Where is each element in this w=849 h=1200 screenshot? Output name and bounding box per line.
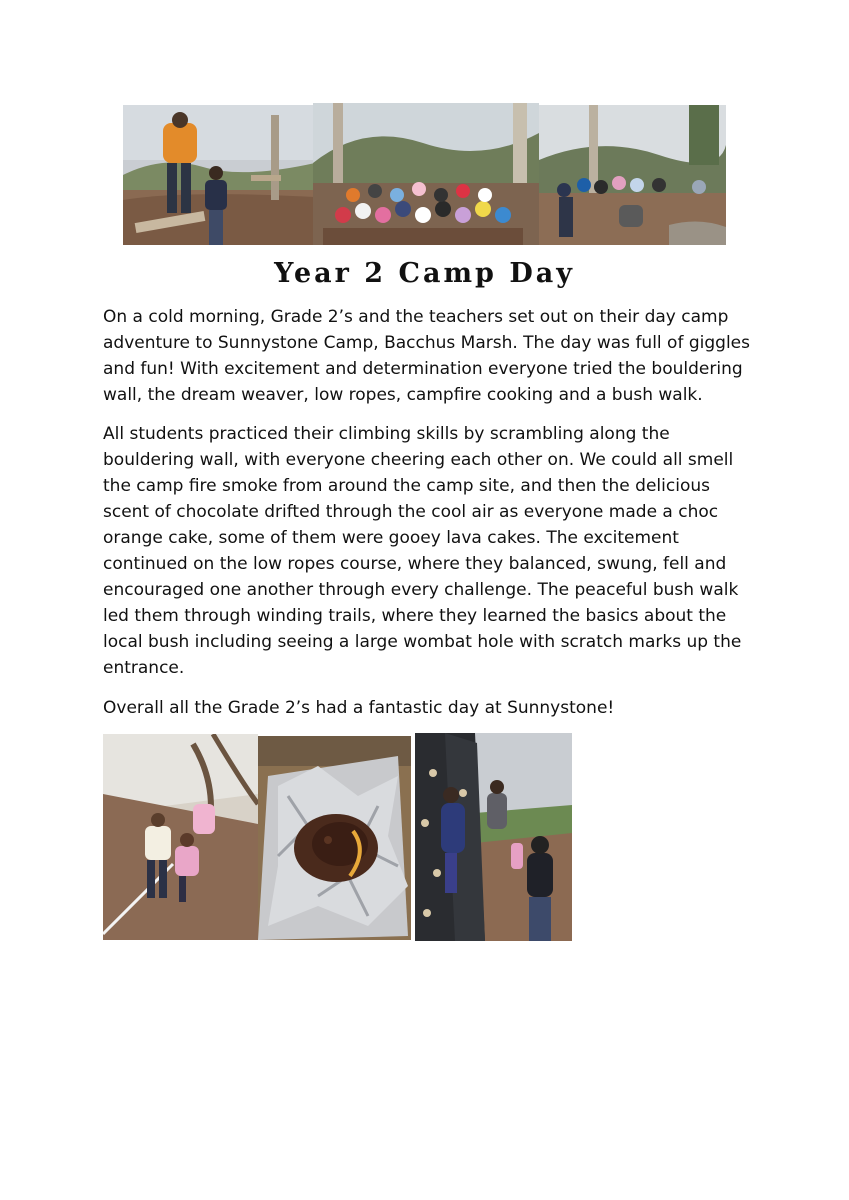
text-line: On a cold morning, Grade 2’s and the teachers set out on their day camp — [103, 307, 729, 327]
text-line: scent of chocolate drifted through the cool air as everyone made a choc — [103, 502, 719, 522]
text-line: led them through winding trails, where they learned the basics about the — [103, 606, 727, 626]
closing-paragraph — [103, 695, 749, 721]
text-line: entrance. — [103, 658, 185, 678]
text-line: adventure to Sunnystone Camp, Bacchus Marsh. The day was full of giggles — [103, 333, 750, 353]
text-line: continued on the low ropes course, where they balanced, swung, fell and — [103, 554, 727, 574]
text-line: wall, the dream weaver, low ropes, campfire cooking and a bush walk. — [103, 385, 703, 405]
text-line: and fun! With excitement and determination everyone tried the bouldering — [103, 359, 743, 379]
photo-student-balance-beam — [123, 105, 315, 245]
text-line: bouldering wall, with everyone cheering each other on. We could all smell — [103, 450, 734, 470]
page-title: Year 2 Camp Day — [274, 258, 575, 289]
photo-choc-orange-cake — [258, 736, 411, 940]
photo-group-seated — [313, 103, 539, 245]
text-line: encouraged one another through every challenge. The peaceful bush walk — [103, 580, 739, 600]
intro-paragraph — [103, 304, 749, 408]
text-line: Overall all the Grade 2’s had a fantastic day at Sunnystone! — [103, 698, 615, 718]
text-line: local bush including seeing a large wombat hole with scratch marks up the — [103, 632, 742, 652]
photo-bouldering-group — [539, 105, 726, 245]
activities-paragraph — [103, 421, 749, 681]
text-line: the camp fire smoke from around the camp site, and then the delicious — [103, 476, 710, 496]
text-line: All students practiced their climbing skills by scrambling along the — [103, 424, 670, 444]
photo-low-ropes — [103, 734, 258, 940]
photo-climbing-wall — [415, 733, 572, 941]
text-line: orange cake, some of them were gooey lava cakes. The excitement — [103, 528, 679, 548]
